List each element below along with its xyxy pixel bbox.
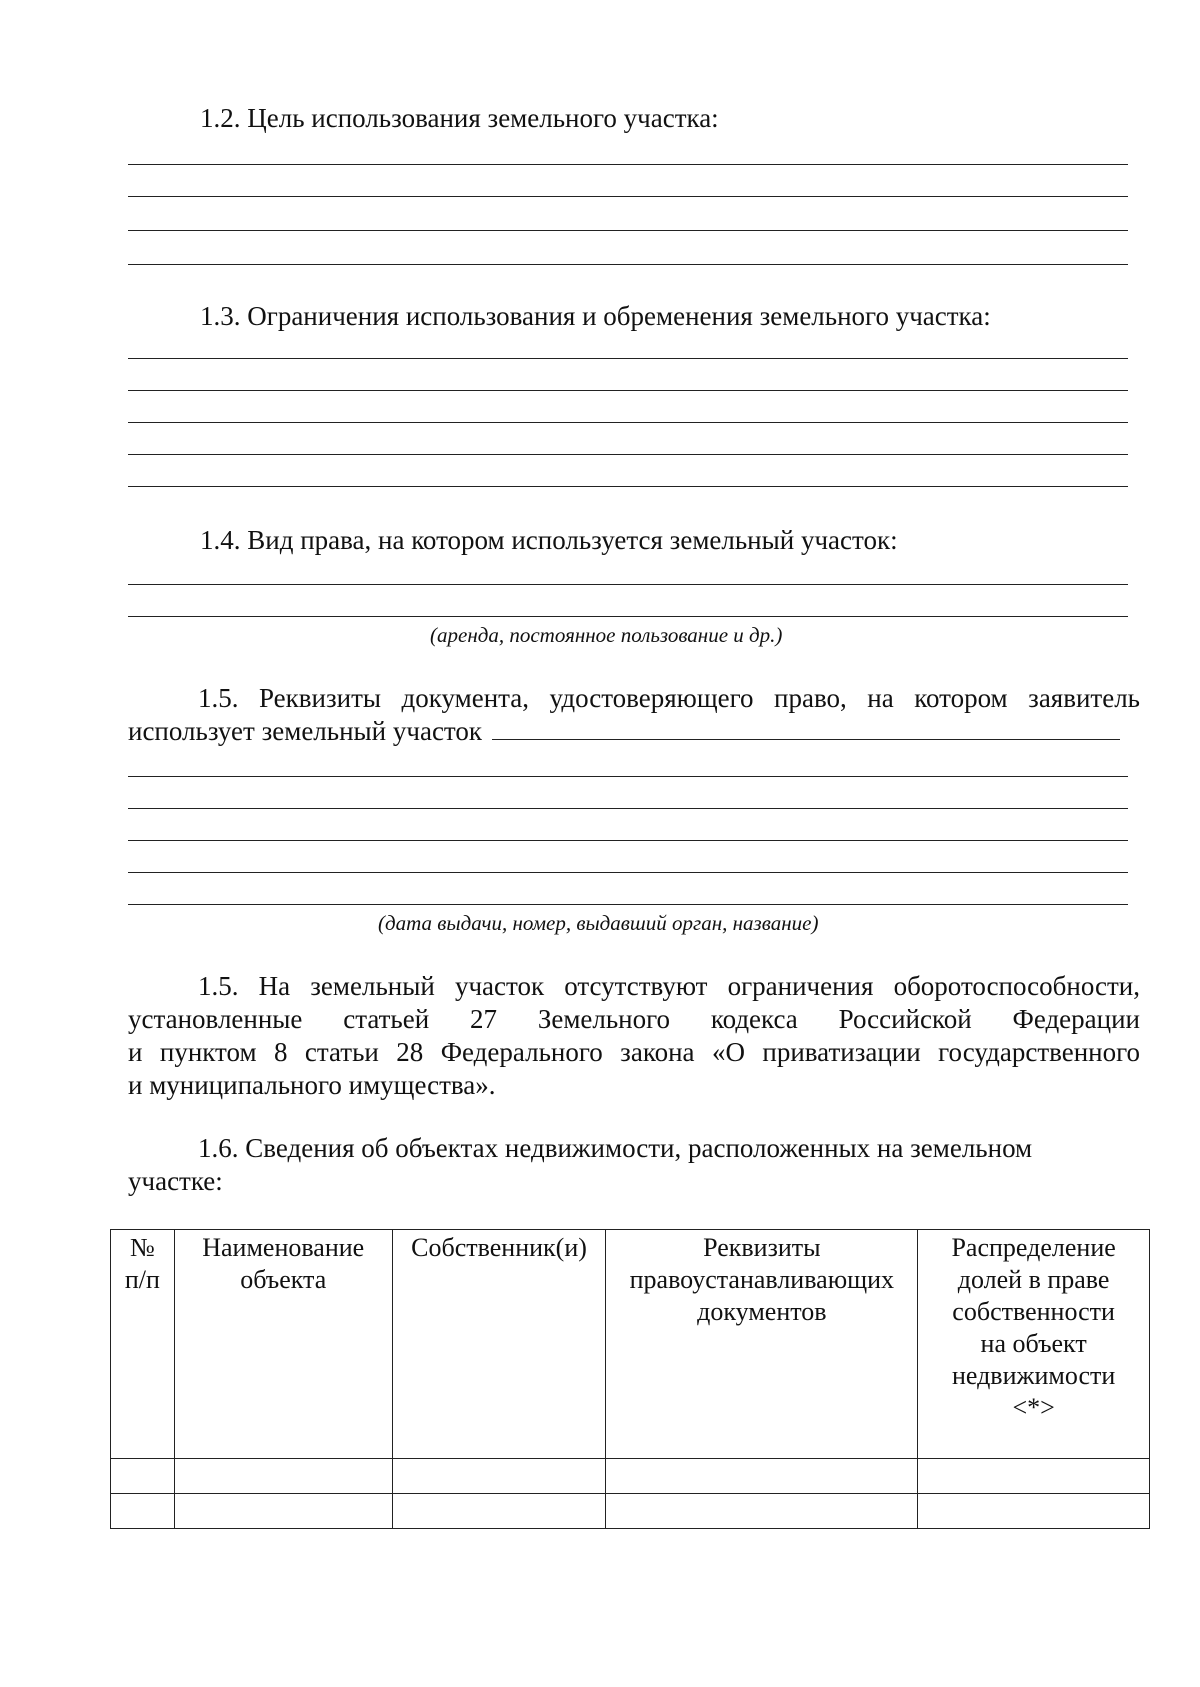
column-header-title-documents	[606, 1230, 918, 1459]
fill-line	[128, 616, 1128, 617]
table-cell[interactable]	[174, 1459, 392, 1494]
fill-line	[128, 422, 1128, 423]
paragraph-line-with-fill	[128, 715, 1140, 748]
header-line: <*>	[1012, 1393, 1055, 1422]
paragraph-line: установленные статьей 27 Земельного кодекса Российской Федерации	[128, 1004, 1140, 1034]
fill-line	[128, 486, 1128, 487]
header-line: Собственник(и)	[411, 1233, 587, 1262]
header-line: Реквизиты	[703, 1233, 821, 1262]
table-cell[interactable]	[918, 1494, 1150, 1529]
table-row	[111, 1459, 1150, 1494]
fill-line	[128, 264, 1128, 265]
paragraph-line-text: использует земельный участок	[128, 716, 482, 746]
section-1-4-heading: 1.4. Вид права, на котором используется земельный участок:	[200, 525, 898, 555]
fill-line	[128, 390, 1128, 391]
table-cell[interactable]	[606, 1494, 918, 1529]
header-line: документов	[697, 1297, 827, 1326]
real-estate-objects-table	[110, 1229, 1150, 1529]
section-1-5-requisites-paragraph	[128, 682, 1140, 748]
fill-line	[128, 196, 1128, 197]
fill-line	[128, 872, 1128, 873]
table-cell[interactable]	[392, 1459, 606, 1494]
fill-line	[128, 840, 1128, 841]
section-1-4-caption: (аренда, постоянное пользование и др.)	[430, 623, 783, 647]
header-line: №	[130, 1233, 155, 1262]
header-line: собственности	[952, 1297, 1115, 1326]
fill-line	[128, 776, 1128, 777]
header-line: долей в праве	[957, 1265, 1110, 1294]
header-line: недвижимости	[951, 1361, 1116, 1390]
fill-line	[128, 454, 1128, 455]
table-cell[interactable]	[392, 1494, 606, 1529]
fill-line	[128, 808, 1128, 809]
fill-line	[128, 358, 1128, 359]
header-line: Распределение	[951, 1233, 1116, 1262]
column-header-share-distribution	[918, 1230, 1150, 1459]
header-line: Наименование	[202, 1233, 365, 1262]
column-header-owners	[392, 1230, 606, 1459]
section-1-5-restrictions-paragraph	[128, 970, 1140, 1102]
table-cell[interactable]	[111, 1494, 175, 1529]
table-cell[interactable]	[174, 1494, 392, 1529]
fill-line	[128, 230, 1128, 231]
header-line: п/п	[124, 1265, 160, 1294]
paragraph-line: 1.5. На земельный участок отсутствуют ограничения оборотоспособности,	[198, 971, 1140, 1001]
paragraph-line: 1.6. Сведения об объектах недвижимости, расположенных на земельном	[198, 1133, 1033, 1163]
table-cell[interactable]	[606, 1459, 918, 1494]
section-1-3-heading: 1.3. Ограничения использования и обременения земельного участка:	[200, 301, 991, 331]
header-line: на объект	[980, 1329, 1087, 1358]
fill-line	[128, 904, 1128, 905]
paragraph-line: и муниципального имущества».	[128, 1070, 496, 1100]
table-header-row	[111, 1230, 1150, 1459]
table-cell[interactable]	[918, 1459, 1150, 1494]
paragraph-line: 1.5. Реквизиты документа, удостоверяющего право, на котором заявитель	[198, 683, 1140, 713]
fill-line	[128, 164, 1128, 165]
inline-fill-line	[492, 715, 1120, 740]
paragraph-line: участке:	[128, 1166, 223, 1196]
column-header-number	[111, 1230, 175, 1459]
table-cell[interactable]	[111, 1459, 175, 1494]
fill-line	[128, 584, 1128, 585]
header-line: правоустанавливающих	[629, 1265, 895, 1294]
section-1-2-heading: 1.2. Цель использования земельного участка:	[200, 103, 719, 133]
column-header-object-name	[174, 1230, 392, 1459]
table-row	[111, 1494, 1150, 1529]
section-1-6-paragraph	[128, 1132, 1140, 1198]
section-1-5-caption: (дата выдачи, номер, выдавший орган, название)	[378, 911, 819, 935]
paragraph-line: и пунктом 8 статьи 28 Федерального закона «О приватизации государственного	[128, 1037, 1140, 1067]
header-line: объекта	[240, 1265, 327, 1294]
